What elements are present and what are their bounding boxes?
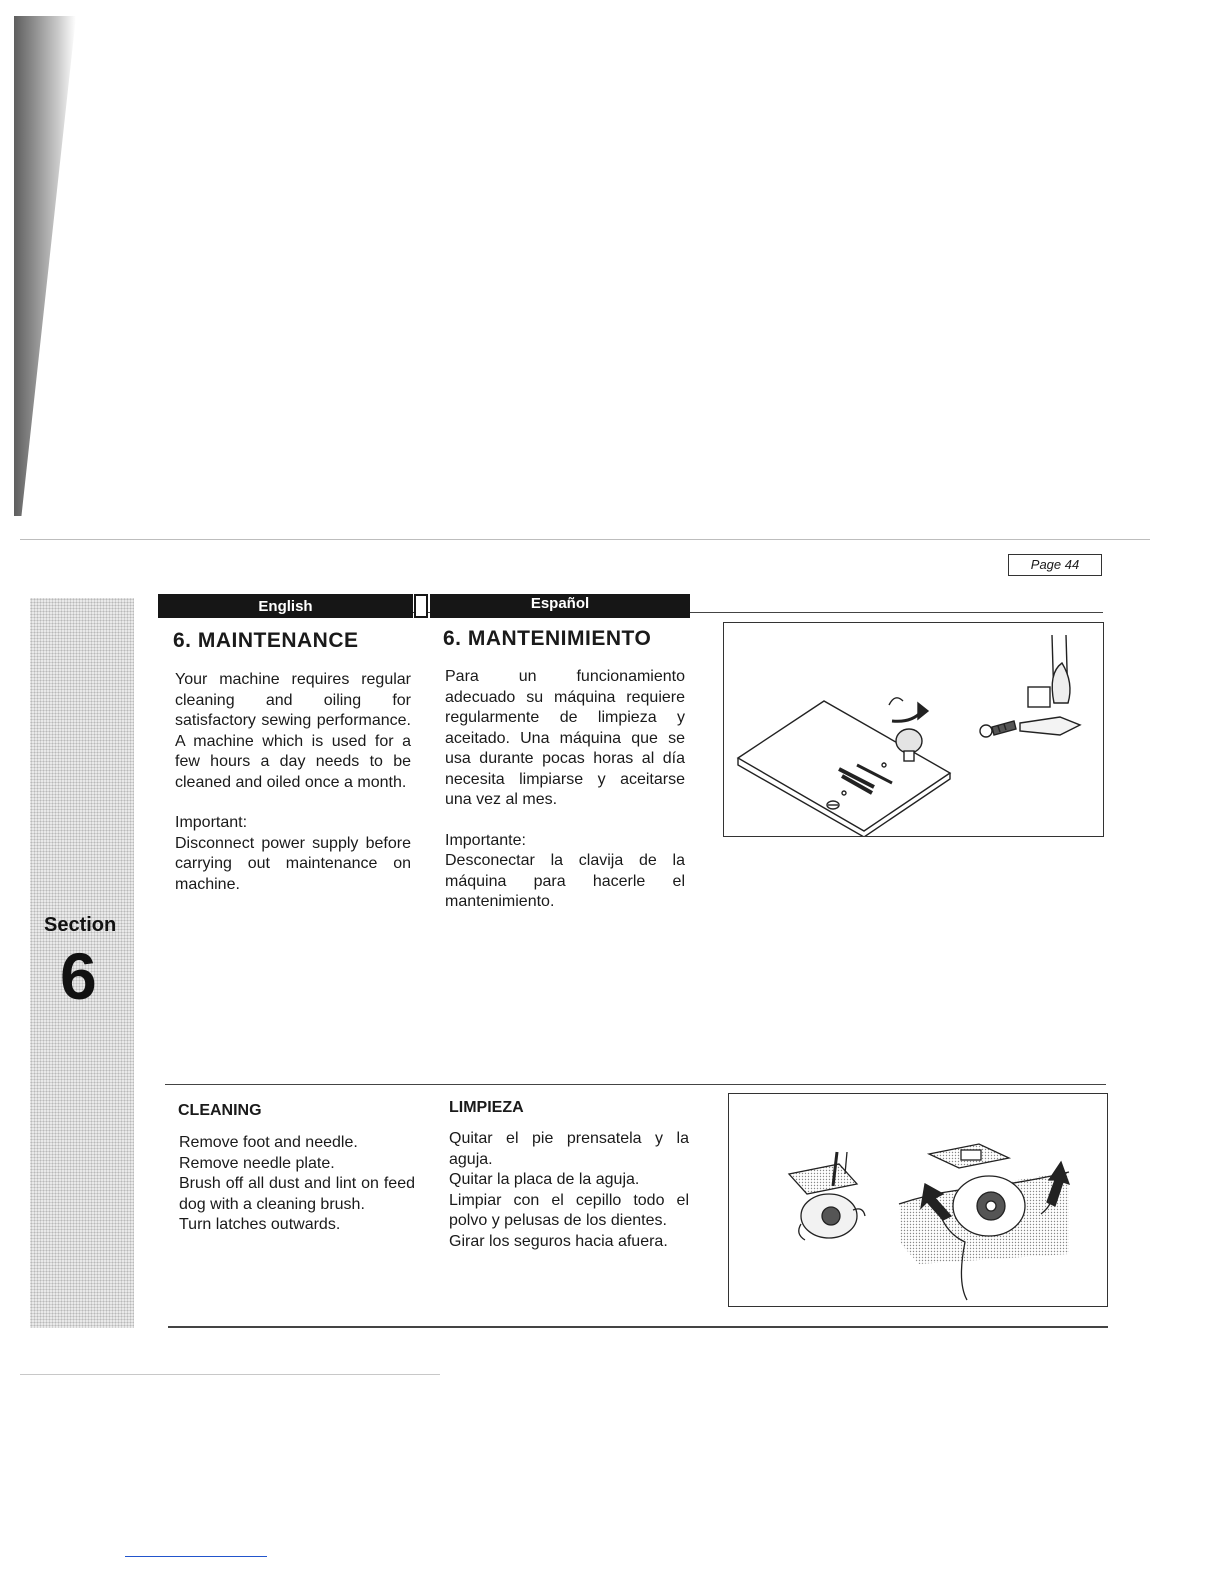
maintenance-para-en: Your machine requires regular cleaning and oiling for satisfactory sewing performance. A machine which is used for a few hours a day needs to be cleaned and oiled once a month. [175,671,411,791]
cleaning-step-en: Brush off all dust and lint on feed dog with a cleaning brush. [179,1175,415,1213]
cleaning-title-es: LIMPIEZA [449,1099,524,1116]
needle-plate-drawing [724,623,1103,836]
cleaning-step-es: Limpiar con el cepillo todo el polvo y pelusas de los dientes. [449,1191,689,1229]
important-label-es: Importante: [445,831,526,849]
scan-fold-line-lower [20,1374,440,1375]
cleaning-step-es: Girar los seguros hacia afuera. [449,1232,668,1250]
maintenance-body-en [175,670,411,895]
cleaning-step-es: Quitar la placa de la aguja. [449,1171,640,1188]
important-label-en: Important: [175,814,248,831]
needle-plate-shape [738,701,950,831]
cleaning-illustration [728,1093,1108,1307]
language-bar-english: English [158,594,413,618]
important-text-en: Disconnect power supply before carrying out maintenance on machine. [175,834,411,893]
cleaning-step-en: Turn latches outwards. [179,1216,341,1233]
maintenance-para-es: Para un funcionamiento adecuado su máquina requiere regularmente de limpieza y aceitado. Una máquina que se usa durante pocas horas al día necesita limpiarse y aceitarse una vez al mes. [445,668,685,808]
page-number: Page 44 [1008,554,1102,576]
scan-fold-line [20,539,1150,540]
bottom-rule [168,1326,1108,1328]
section-label: Section [44,914,117,936]
cleaning-step-en: Remove needle plate. [179,1154,335,1172]
footer-underline [125,1556,267,1557]
cleaning-step-es: Quitar el pie prensatela y la aguja. [449,1130,689,1168]
maintenance-title-es: 6. MANTENIMIENTO [443,627,652,650]
cleaning-steps-en [179,1133,415,1236]
cleaning-steps-es [449,1129,689,1252]
needle-plate-illustration [723,622,1104,837]
language-bar-spanish: Español [430,594,690,618]
important-text-es: Desconectar la clavija de la máquina para hacerle el mantenimiento. [445,852,685,910]
maintenance-title-en: 6. MAINTENANCE [173,629,359,652]
scan-shadow [14,16,76,516]
section-number: 6 [60,939,97,1013]
cleaning-title-en: CLEANING [178,1102,262,1119]
cleaning-step-en: Remove foot and needle. [179,1134,358,1151]
maintenance-body-es [445,667,685,913]
screw-knob-icon [896,729,922,753]
language-separator [414,594,428,618]
cleaning-drawing [729,1094,1107,1306]
section-divider [165,1084,1106,1085]
